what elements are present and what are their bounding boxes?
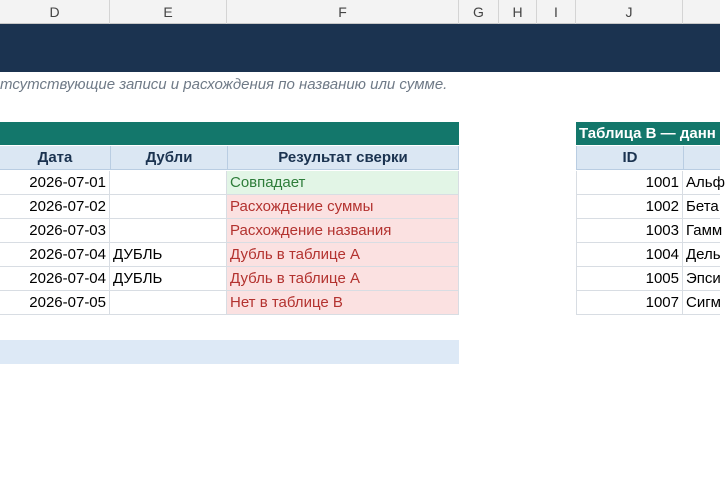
table-a-cell-date[interactable]: 2026-07-04 (0, 243, 110, 267)
table-a-cell-dup[interactable]: ДУБЛЬ (110, 243, 227, 267)
table-b-cell-name[interactable]: Бета (683, 195, 720, 219)
table-b-title: Таблица B — данн (576, 122, 720, 145)
column-header-k[interactable] (683, 0, 720, 24)
table-b-cell-name[interactable]: Эпси (683, 267, 720, 291)
table-b-cell-id[interactable]: 1005 (576, 267, 683, 291)
table-a-cell-dup[interactable] (110, 195, 227, 219)
table-b-cell-id[interactable]: 1002 (576, 195, 683, 219)
title-banner (0, 24, 720, 72)
table-a-cell-dup[interactable] (110, 291, 227, 315)
table-a-cell-dup[interactable]: ДУБЛЬ (110, 267, 227, 291)
column-header-bar (0, 0, 720, 24)
table-b-cell-name[interactable]: Дель (683, 243, 720, 267)
table-a-cell-date[interactable]: 2026-07-02 (0, 195, 110, 219)
table-b-header-id[interactable]: ID (576, 146, 683, 170)
table-a-title-bar (0, 122, 459, 145)
table-a-cell-dup[interactable] (110, 219, 227, 243)
table-a-cell-result[interactable]: Совпадает (227, 171, 459, 195)
table-b-cell-id[interactable]: 1004 (576, 243, 683, 267)
table-b-cell-name[interactable]: Сигм (683, 291, 720, 315)
column-header-h[interactable]: H (499, 0, 537, 24)
table-a-cell-result[interactable]: Расхождение названия (227, 219, 459, 243)
column-header-f[interactable]: F (227, 0, 459, 24)
table-a-cell-result[interactable]: Нет в таблице B (227, 291, 459, 315)
table-a-cell-result[interactable]: Дубль в таблице A (227, 243, 459, 267)
table-a-header-row (0, 146, 459, 170)
table-a-cell-date[interactable]: 2026-07-04 (0, 267, 110, 291)
table-a-cell-date[interactable]: 2026-07-03 (0, 219, 110, 243)
column-header-e[interactable]: E (110, 0, 227, 24)
column-header-g[interactable]: G (459, 0, 499, 24)
table-b-header-name[interactable] (683, 146, 720, 170)
table-a-header-result[interactable]: Результат сверки (227, 146, 459, 170)
table-b-cell-name[interactable]: Гамм (683, 219, 720, 243)
table-a-cell-result[interactable]: Расхождение суммы (227, 195, 459, 219)
table-a-header-date[interactable]: Дата (37, 149, 73, 166)
table-a-cell-date[interactable]: 2026-07-05 (0, 291, 110, 315)
table-b-cell-name[interactable]: Альф (683, 171, 720, 195)
table-b-cell-id[interactable]: 1001 (576, 171, 683, 195)
table-b-cell-id[interactable]: 1007 (576, 291, 683, 315)
table-a-cell-date[interactable]: 2026-07-01 (0, 171, 110, 195)
table-a-header-dup[interactable]: Дубли (110, 146, 227, 170)
column-header-i[interactable]: I (537, 0, 576, 24)
sheet-subtitle: тсутствующие записи и расхождения по названию или сумме. (0, 76, 448, 93)
summary-row[interactable] (0, 340, 459, 364)
table-a-cell-result[interactable]: Дубль в таблице A (227, 267, 459, 291)
table-a-cell-dup[interactable] (110, 171, 227, 195)
table-b-cell-id[interactable]: 1003 (576, 219, 683, 243)
column-header-j[interactable]: J (576, 0, 683, 24)
column-header-d[interactable]: D (0, 0, 110, 24)
table-b-header-row (576, 146, 720, 170)
